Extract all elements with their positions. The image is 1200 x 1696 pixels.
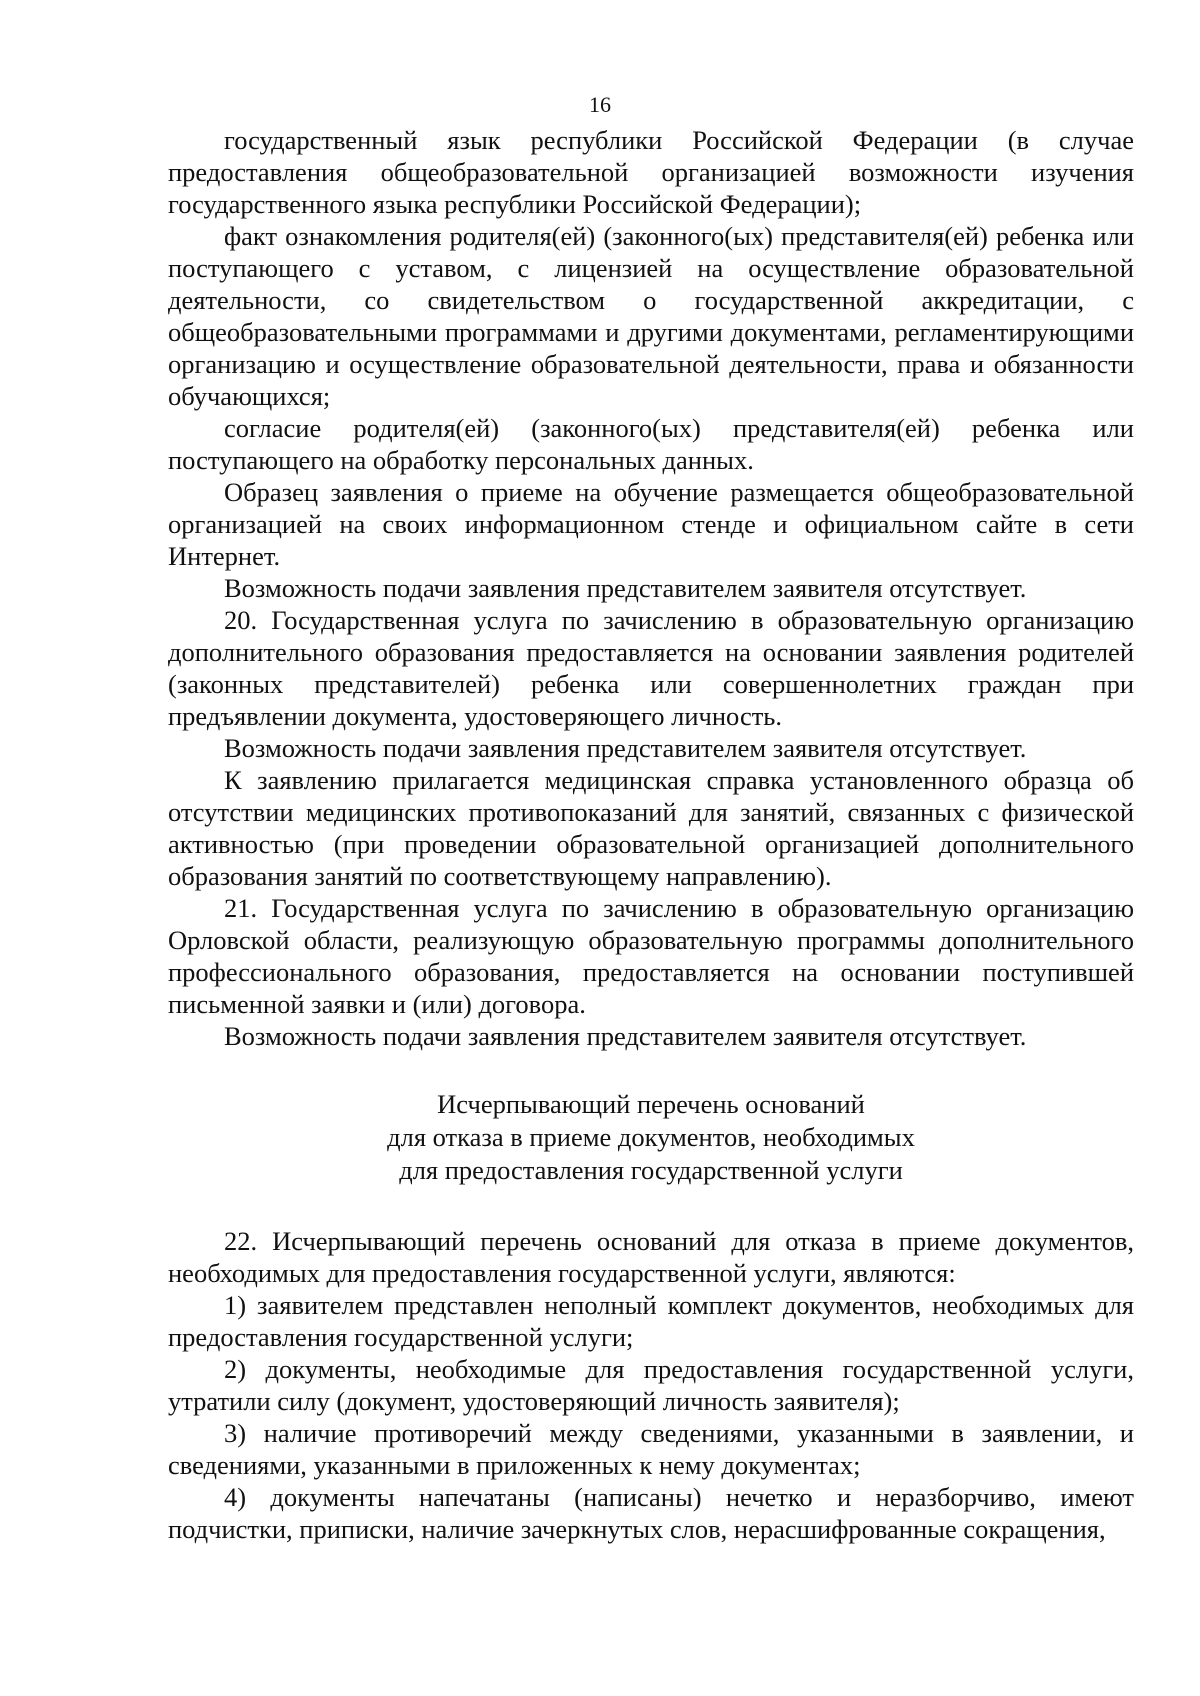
paragraph: Возможность подачи заявления представителем заявителя отсутствует. [224, 733, 1027, 763]
paragraph: согласие родителя(ей) (законного(ых) представителя(ей) ребенка или поступающего на обработку персональных данных. [168, 413, 1134, 475]
list-item: 1) заявителем представлен неполный комплект документов, необходимых для предоставления государственной услуги; [168, 1290, 1134, 1352]
paragraph: Образец заявления о приеме на обучение размещается общеобразовательной организацией на своих информационном стенде и официальном сайте в сети Интернет. [168, 477, 1134, 571]
paragraph: факт ознакомления родителя(ей) (законного(ых) представителя(ей) ребенка или поступающего с уставом, с лицензией на осуществление образовательной деятельности, со свидетельством о государственной аккредитации, с общеобразовательными программами и другими документами, регламентирующими организацию и осуществление образовательной деятельности, права и обязанности обучающихся; [168, 221, 1134, 411]
list-item: 3) наличие противоречий между сведениями, указанными в заявлении, и сведениями, указанными в приложенных к нему документах; [168, 1418, 1134, 1480]
section-heading-line: для предоставления государственной услуги [399, 1155, 903, 1185]
document-body [168, 124, 1134, 1545]
list-item: 2) документы, необходимые для предоставления государственной услуги, утратили силу (документ, удостоверяющий личность заявителя); [168, 1354, 1134, 1416]
paragraph: 20. Государственная услуга по зачислению в образовательную организацию дополнительного образования предоставляется на основании заявления родителей (законных представителей) ребенка или совершеннолетних граждан при предъявлении документа, удостоверяющего личность. [168, 605, 1134, 731]
list-item: 4) документы напечатаны (написаны) нечетко и неразборчиво, имеют подчистки, приписки, наличие зачеркнутых слов, нерасшифрованные сокращения, [168, 1482, 1134, 1544]
section-heading-line: для отказа в приеме документов, необходимых [387, 1122, 915, 1152]
paragraph: К заявлению прилагается медицинская справка установленного образца об отсутствии медицинских противопоказаний для занятий, связанных с физической активностью (при проведении образовательной организацией дополнительного образования занятий по соответствующему направлению). [168, 765, 1134, 891]
paragraph: 22. Исчерпывающий перечень оснований для отказа в приеме документов, необходимых для предоставления государственной услуги, являются: [168, 1226, 1134, 1288]
section-heading-line: Исчерпывающий перечень оснований [437, 1089, 865, 1119]
paragraph: Возможность подачи заявления представителем заявителя отсутствует. [224, 1021, 1027, 1051]
paragraph: Возможность подачи заявления представителем заявителя отсутствует. [224, 573, 1027, 603]
paragraph: 21. Государственная услуга по зачислению в образовательную организацию Орловской области, реализующую образовательную программы дополнительного профессионального образования, предоставляется на основании поступившей письменной заявки и (или) договора. [168, 893, 1134, 1019]
paragraph: государственный язык республики Российской Федерации (в случае предоставления общеобразовательной организацией возможности изучения государственного языка республики Российской Федерации); [168, 125, 1134, 219]
section-heading [168, 1088, 1134, 1187]
page-number: 16 [589, 92, 611, 117]
